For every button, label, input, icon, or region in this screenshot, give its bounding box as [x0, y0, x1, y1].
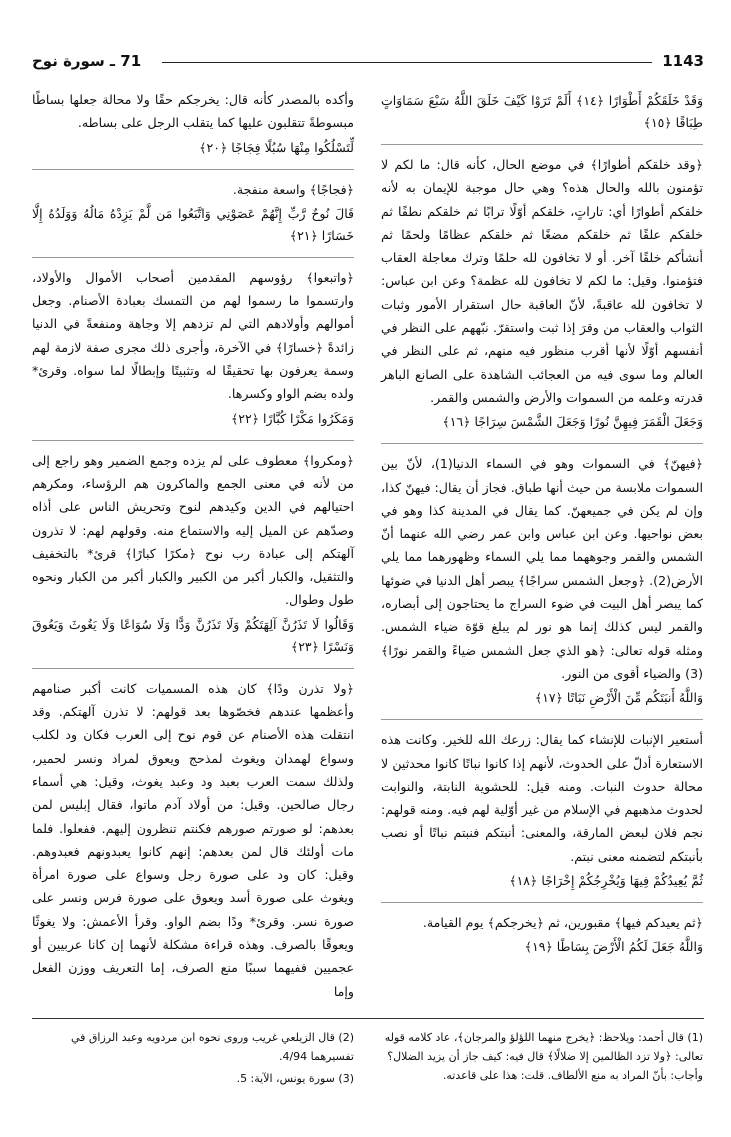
section-divider: [381, 144, 703, 145]
left-column: [32, 88, 354, 1003]
footnote: (2) قال الزيلعي غريب وروى نحوه ابن مردويه وعبد الرزاق في تفسيرهما 4/94.: [70, 1031, 354, 1063]
section-divider: [32, 440, 354, 441]
page-number: 1143: [662, 52, 704, 70]
right-column: [381, 88, 703, 964]
quran-verse: ثُمَّ يُعِيدُكُمْ فِيهَا وَيُخْرِجُكُمْ إِخْرَاجًا ﴿١٨﴾: [509, 873, 703, 889]
section-divider: [381, 443, 703, 444]
commentary-paragraph: ﴿ومكروا﴾ معطوف على لم يزده وجمع الضمير وهو راجع إلى من لأنه في معنى الجمع والماكرون هم الرؤساء، ومكرهم احتيالهم في الدين وكيدهم لنوح وتحريش الناس على أذاه وصدّهم عن الميل إليه والاستماع منه. وقولهم لهم: لا تذرون آلهتكم إلى عبادة رب نوح ﴿مكرًا كبارًا﴾ قرئ* بالتخفيف والتثقيل، والكبار أكبر من الكبير والكبار أكبر من الكبار ونحوه طول وطوال.: [32, 452, 354, 608]
quran-verse: وَقَالُوا لَا تَذَرُنَّ آلِهَتَكُمْ وَلَا تَذَرُنَّ وَدًّا وَلَا سُوَاعًا وَلَا يَغُوثَ وَيَعُوقَ وَنَسْرًا ﴿٢٣﴾: [32, 616, 354, 654]
commentary-paragraph: وأكده بالمصدر كأنه قال: يخرجكم حقًا ولا محالة جعلها بساطًا مبسوطةً تتقلبون عليها كما يتقلب الرجل على بساطه.: [32, 92, 354, 131]
quran-verse: وَجَعَلَ الْقَمَرَ فِيهِنَّ نُورًا وَجَعَلَ الشَّمْسَ سِرَاجًا ﴿١٦﴾: [442, 414, 703, 430]
footnotes-left: [32, 1028, 354, 1091]
quran-verse: وَاللَّهُ جَعَلَ لَكُمُ الْأَرْضَ بِسَاطًا ﴿١٩﴾: [524, 939, 703, 955]
section-divider: [32, 668, 354, 669]
header-rule: [162, 62, 652, 63]
commentary-paragraph: ﴿ثم يعيدكم فيها﴾ مقبورين، ثم ﴿يخرجكم﴾ يوم القيامة.: [422, 915, 703, 931]
quran-verse: قَالَ نُوحٌ رَّبِّ إِنَّهُمْ عَصَوْنِي وَاتَّبَعُوا مَن لَّمْ يَزِدْهُ مَالُهُ وَوَلَدُهُ إِلَّا خَسَارًا ﴿٢١﴾: [32, 205, 354, 243]
section-divider: [32, 257, 354, 258]
commentary-paragraph: ﴿وقد خلقكم أطوارًا﴾ في موضع الحال، كأنه قال: ما لكم لا تؤمنون بالله والحال هذه؟ وهي حال موجبة للإيمان به لأنه خلقكم أطوارًا أي: تاراتٍ، خلقكم أوّلًا ترابًا ثم خلقكم نطفًا ثم خلقكم علقًا ثم خلقكم مضغًا ثم خلقكم عظامًا ولحمًا ثم أنشأكم خلقًا آخر. أو لا تخافون لله حلمًا وترك معاجلة العقاب فتؤمنوا. وقيل: ما لكم لا تخافون لله عظمة؟ وعن ابن عباس: لا تخافون لله عاقبةً، لأنّ العاقبة حال استقرار الأمور وثبات الثواب والعقاب من وقرَ إذا ثبت واستقرّ. نبّههم على النظر في أنفسهم أوّلًا لأنها أقرب منظور فيه منهم، ثم على النظر في العالم وما سوى فيه من العجائب الشاهدة على الصانع الباهر قدرته وعلمه من السموات والأرض والشمس والقمر.: [381, 157, 703, 405]
section-divider: [32, 169, 354, 170]
commentary-paragraph: ﴿ولا تذرن ودًا﴾ كان هذه المسميات كانت أكبر صنامهم وأعظمها عندهم فخصّوها بعد قولهم: لا تذرن آلهتكم. وقد انتقلت هذه الأصنام عن قوم نوح إلى العرب فكان ود لكلب وسواع لهمدان ويغوث لمذحج ويعوق لمراد ونسر لحمير، ولذلك سمت العرب بعبد ود وعبد يغوث، وقيل: هي أسماء رجال صالحين. وقيل: من أولاد آدم ماتوا، فقال إبليس لمن بعدهم: لو صورتم صورهم فكنتم تنظرون إليهم. ففعلوا. فلما مات أولئك قال لمن بعدهم: إنهم كانوا يعبدونهم فعبدوهم. وقيل: كان ود على صورة رجل وسواع على صورة امرأة ويغوث على صورة أسد ويعوق على صورة فرس ونسر على صورة نسر. وقرئ* ودًا بضم الواو. وقرأ الأعمش: ولا يغوثًا ويعوقًا بالصرف. وهذه قراءة مشكلة لأنهما إن كانا عربيين أو عجميين ففيهما سببًا منع الصرف، إما التعريف ووزن الفعل وإما: [32, 680, 354, 999]
sura-title: 71 ـ سورة نوح: [32, 52, 142, 70]
quran-verse: وَقَدْ خَلَقَكُمْ أَطْوَارًا ﴿١٤﴾ أَلَمْ تَرَوْا كَيْفَ خَلَقَ اللَّهُ سَبْعَ سَمَاوَاتٍ طِبَاقًا ﴿١٥﴾: [381, 93, 703, 130]
section-divider: [381, 902, 703, 903]
quran-verse: وَاللَّهُ أَنبَتَكُم مِّنَ الْأَرْضِ نَبَاتًا ﴿١٧﴾: [534, 690, 703, 706]
footnote-separator: [32, 1018, 704, 1019]
commentary-paragraph: ﴿فيهنّ﴾ في السموات وهو في السماء الدنيا(1)، لأنّ بين السموات ملابسة من حيث أنها طباق. فجاز أن يقال: فيهنّ كذا، وإن لم يكن في جميعهنّ. كما يقال في المدينة كذا وهو في بعض نواحيها. وعن ابن عباس وابن عمر رضي الله عنهما أنّ الشمس والقمر وجوههما مما يلي السماء وظهورهما مما يلي الأرض(2). ﴿وجعل الشمس سراجًا﴾ يبصر أهل الدنيا في ضوئها كما يبصر أهل البيت في ضوء السراج ما يحتاجون إلى أبصاره، والقمر ليس كذلك إنما هو نور لم يبلغ قوّة ضياء الشمس. ومثله قوله تعالى: ﴿هو الذي جعل الشمس ضياءً والقمر نورًا﴾(3) والضياء أقوى من النور.: [381, 456, 704, 681]
footnote: (1) قال أحمد: ويلاحظ: ﴿يخرج منهما اللؤلؤ والمرجان﴾، عاد كلامه قوله تعالى: ﴿ولا تزد الظالمين إلا ضلالًا﴾ قال فيه: كيف جاز أن يزيد الضلال؟ وأجاب: بأنّ المراد به منع الألطاف. قلت: هذا على قاعدته.: [384, 1031, 703, 1082]
page-header: [32, 52, 704, 72]
quran-verse: وَمَكَرُوا مَكْرًا كُبَّارًا ﴿٢٢﴾: [230, 410, 354, 426]
commentary-paragraph: ﴿فجاجًا﴾ واسعة منفجة.: [232, 181, 354, 197]
footnotes-right: [381, 1028, 703, 1088]
footnote: (3) سورة يونس، الآية: 5.: [236, 1072, 354, 1085]
commentary-paragraph: أستعير الإنبات للإنشاء كما يقال: زرعك الله للخير. وكانت هذه الاستعارة أدلّ على الحدوث، لأنهم إذا كانوا نباتًا كانوا محدثين لا محالة حدوث النبات. ومنه قيل: للحشوية النابتة، والنوابت لحدوث مذهبهم في الإسلام من غير أوّلية لهم فيه. ومنه قولهم: نجم فلان لبعض المارقة، والمعنى: أنبتكم فنبتم نباتًا أو نصب بأنبتكم لتضمنه معنى نبتم.: [380, 732, 703, 864]
section-divider: [381, 719, 703, 720]
commentary-paragraph: ﴿واتبعوا﴾ رؤوسهم المقدمين أصحاب الأموال والأولاد، وارتسموا ما رسموا لهم من التمسك بعبادة الأصنام. وجعل أموالهم وأولادهم التي لم تزدهم إلا وجاهة ومنفعةً في الدنيا زائدةً ﴿خسارًا﴾ في الآخرة، وأجرى ذلك مجرى صفة لازمة لهم وسمة يعرفون بها تحقيقًا له وتثبيتًا وإبطالًا لما سواه. وقرئ* ولده بضم الواو وكسرها.: [32, 269, 354, 402]
quran-verse: لِّتَسْلُكُوا مِنْهَا سُبُلًا فِجَاجًا ﴿٢٠﴾: [199, 139, 354, 155]
